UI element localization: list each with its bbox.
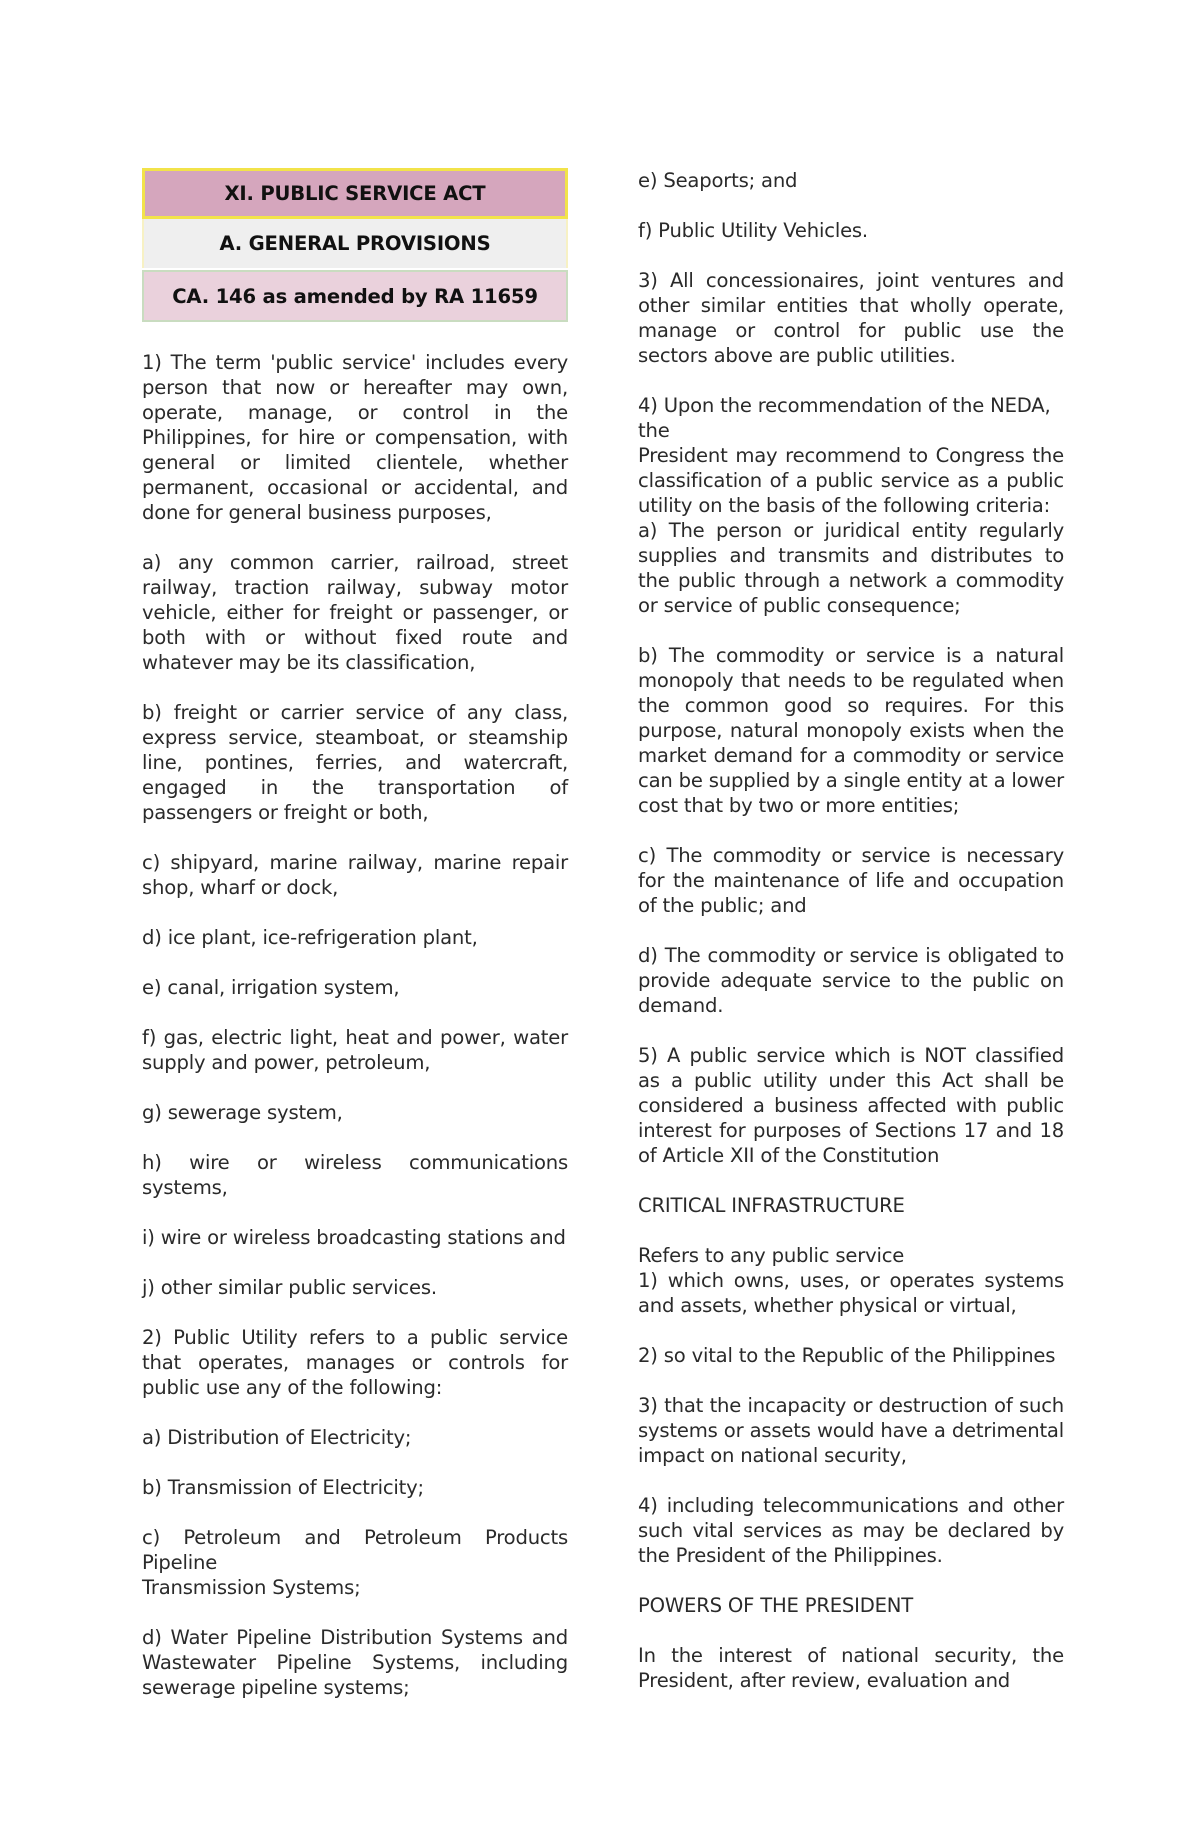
paragraph-utility-f: f) Public Utility Vehicles. [638,219,868,242]
paragraph-refers-to: Refers to any public service [638,1244,905,1267]
paragraph-utility-a: a) Distribution of Electricity; [142,1426,412,1449]
section-subtitle: A. GENERAL PROVISIONS [142,219,568,268]
law-reference: CA. 146 as amended by RA 11659 [142,270,568,322]
right-column [638,168,1064,1693]
paragraph-public-utility-definition: 2) Public Utility refers to a public service that operates, manages or controls for public use any of the following: [142,1326,568,1399]
paragraph-item-f: f) gas, electric light, heat and power, water supply and power, petroleum, [142,1026,568,1074]
paragraph-utility-d: d) Water Pipeline Distribution Systems and Wastewater Pipeline Systems, including sewerage pipeline systems; [142,1626,568,1699]
paragraph-ci-2: 2) so vital to the Republic of the Philippines [638,1344,1056,1367]
paragraph-president-recommendation: President may recommend to Congress the classification of a public service as a public utility on the basis of the following criteria: [638,444,1064,517]
paragraph-utility-e: e) Seaports; and [638,169,798,192]
paragraph-criteria-c: c) The commodity or service is necessary for the maintenance of life and occupation of the public; and [638,844,1064,917]
paragraph-item-a: a) any common carrier, railroad, street railway, traction railway, subway motor vehicle, either for freight or passenger, or both with or without fixed route and whatever may be its classification, [142,551,568,674]
paragraph-criteria-a: a) The person or juridical entity regularly supplies and transmits and distributes to the public through a network a commodity or service of public consequence; [638,519,1064,617]
paragraph-criteria-d: d) The commodity or service is obligated to provide adequate service to the public on demand. [638,944,1064,1017]
paragraph-ci-4: 4) including telecommunications and other such vital services as may be declared by the President of the Philippines. [638,1494,1064,1567]
paragraph-national-security: In the interest of national security, the President, after review, evaluation and [638,1644,1064,1692]
paragraph-utility-b: b) Transmission of Electricity; [142,1476,424,1499]
heading-critical-infrastructure: CRITICAL INFRASTRUCTURE [638,1194,905,1217]
paragraph-ci-3: 3) that the incapacity or destruction of such systems or assets would have a detrimental impact on national security, [638,1394,1064,1467]
paragraph-criteria-b: b) The commodity or service is a natural monopoly that needs to be regulated when the common good so requires. For this purpose, natural monopoly exists when the market demand for a commodity or service can be supplied by a single entity at a lower cost that by two or more entities; [638,644,1064,817]
paragraph-item-b: b) freight or carrier service of any class, express service, steamboat, or steamship line, pontines, ferries, and watercraft, engaged in the transportation of passengers or freight or both, [142,701,568,824]
paragraph-item-g: g) sewerage system, [142,1101,343,1124]
paragraph-neda-recommendation: 4) Upon the recommendation of the NEDA, the [638,394,1051,442]
section-title: XI. PUBLIC SERVICE ACT [142,168,568,219]
paragraph-item-j: j) other similar public services. [142,1276,437,1299]
heading-powers-of-the-president: POWERS OF THE PRESIDENT [638,1594,914,1617]
left-column [142,168,568,1700]
paragraph-item-d: d) ice plant, ice-refrigeration plant, [142,926,478,949]
paragraph-not-classified: 5) A public service which is NOT classified as a public utility under this Act shall be considered a business affected with public interest for purposes of Sections 17 and 18 of Article XII of the Constitution [638,1044,1064,1167]
paragraph-item-c: c) shipyard, marine railway, marine repair shop, wharf or dock, [142,851,568,899]
paragraph-utility-c-continued: Transmission Systems; [142,1576,361,1599]
paragraph-item-h: h) wire or wireless communications systems, [142,1151,568,1199]
paragraph-item-e: e) canal, irrigation system, [142,976,400,999]
left-body [142,350,568,1700]
paragraph-concessionaires: 3) All concessionaires, joint ventures and other similar entities that wholly operate, manage or control for public use the sectors above are public utilities. [638,269,1064,367]
paragraph-ci-1: 1) which owns, uses, or operates systems and assets, whether physical or virtual, [638,1269,1064,1317]
paragraph-item-i: i) wire or wireless broadcasting stations and [142,1226,566,1249]
paragraph-public-service-definition: 1) The term 'public service' includes every person that now or hereafter may own, operate, manage, or control in the Philippines, for hire or compensation, with general or limited clientele, whether permanent, occasional or accidental, and done for general business purposes, [142,351,568,524]
paragraph-utility-c: c) Petroleum and Petroleum Products Pipeline [142,1526,568,1574]
